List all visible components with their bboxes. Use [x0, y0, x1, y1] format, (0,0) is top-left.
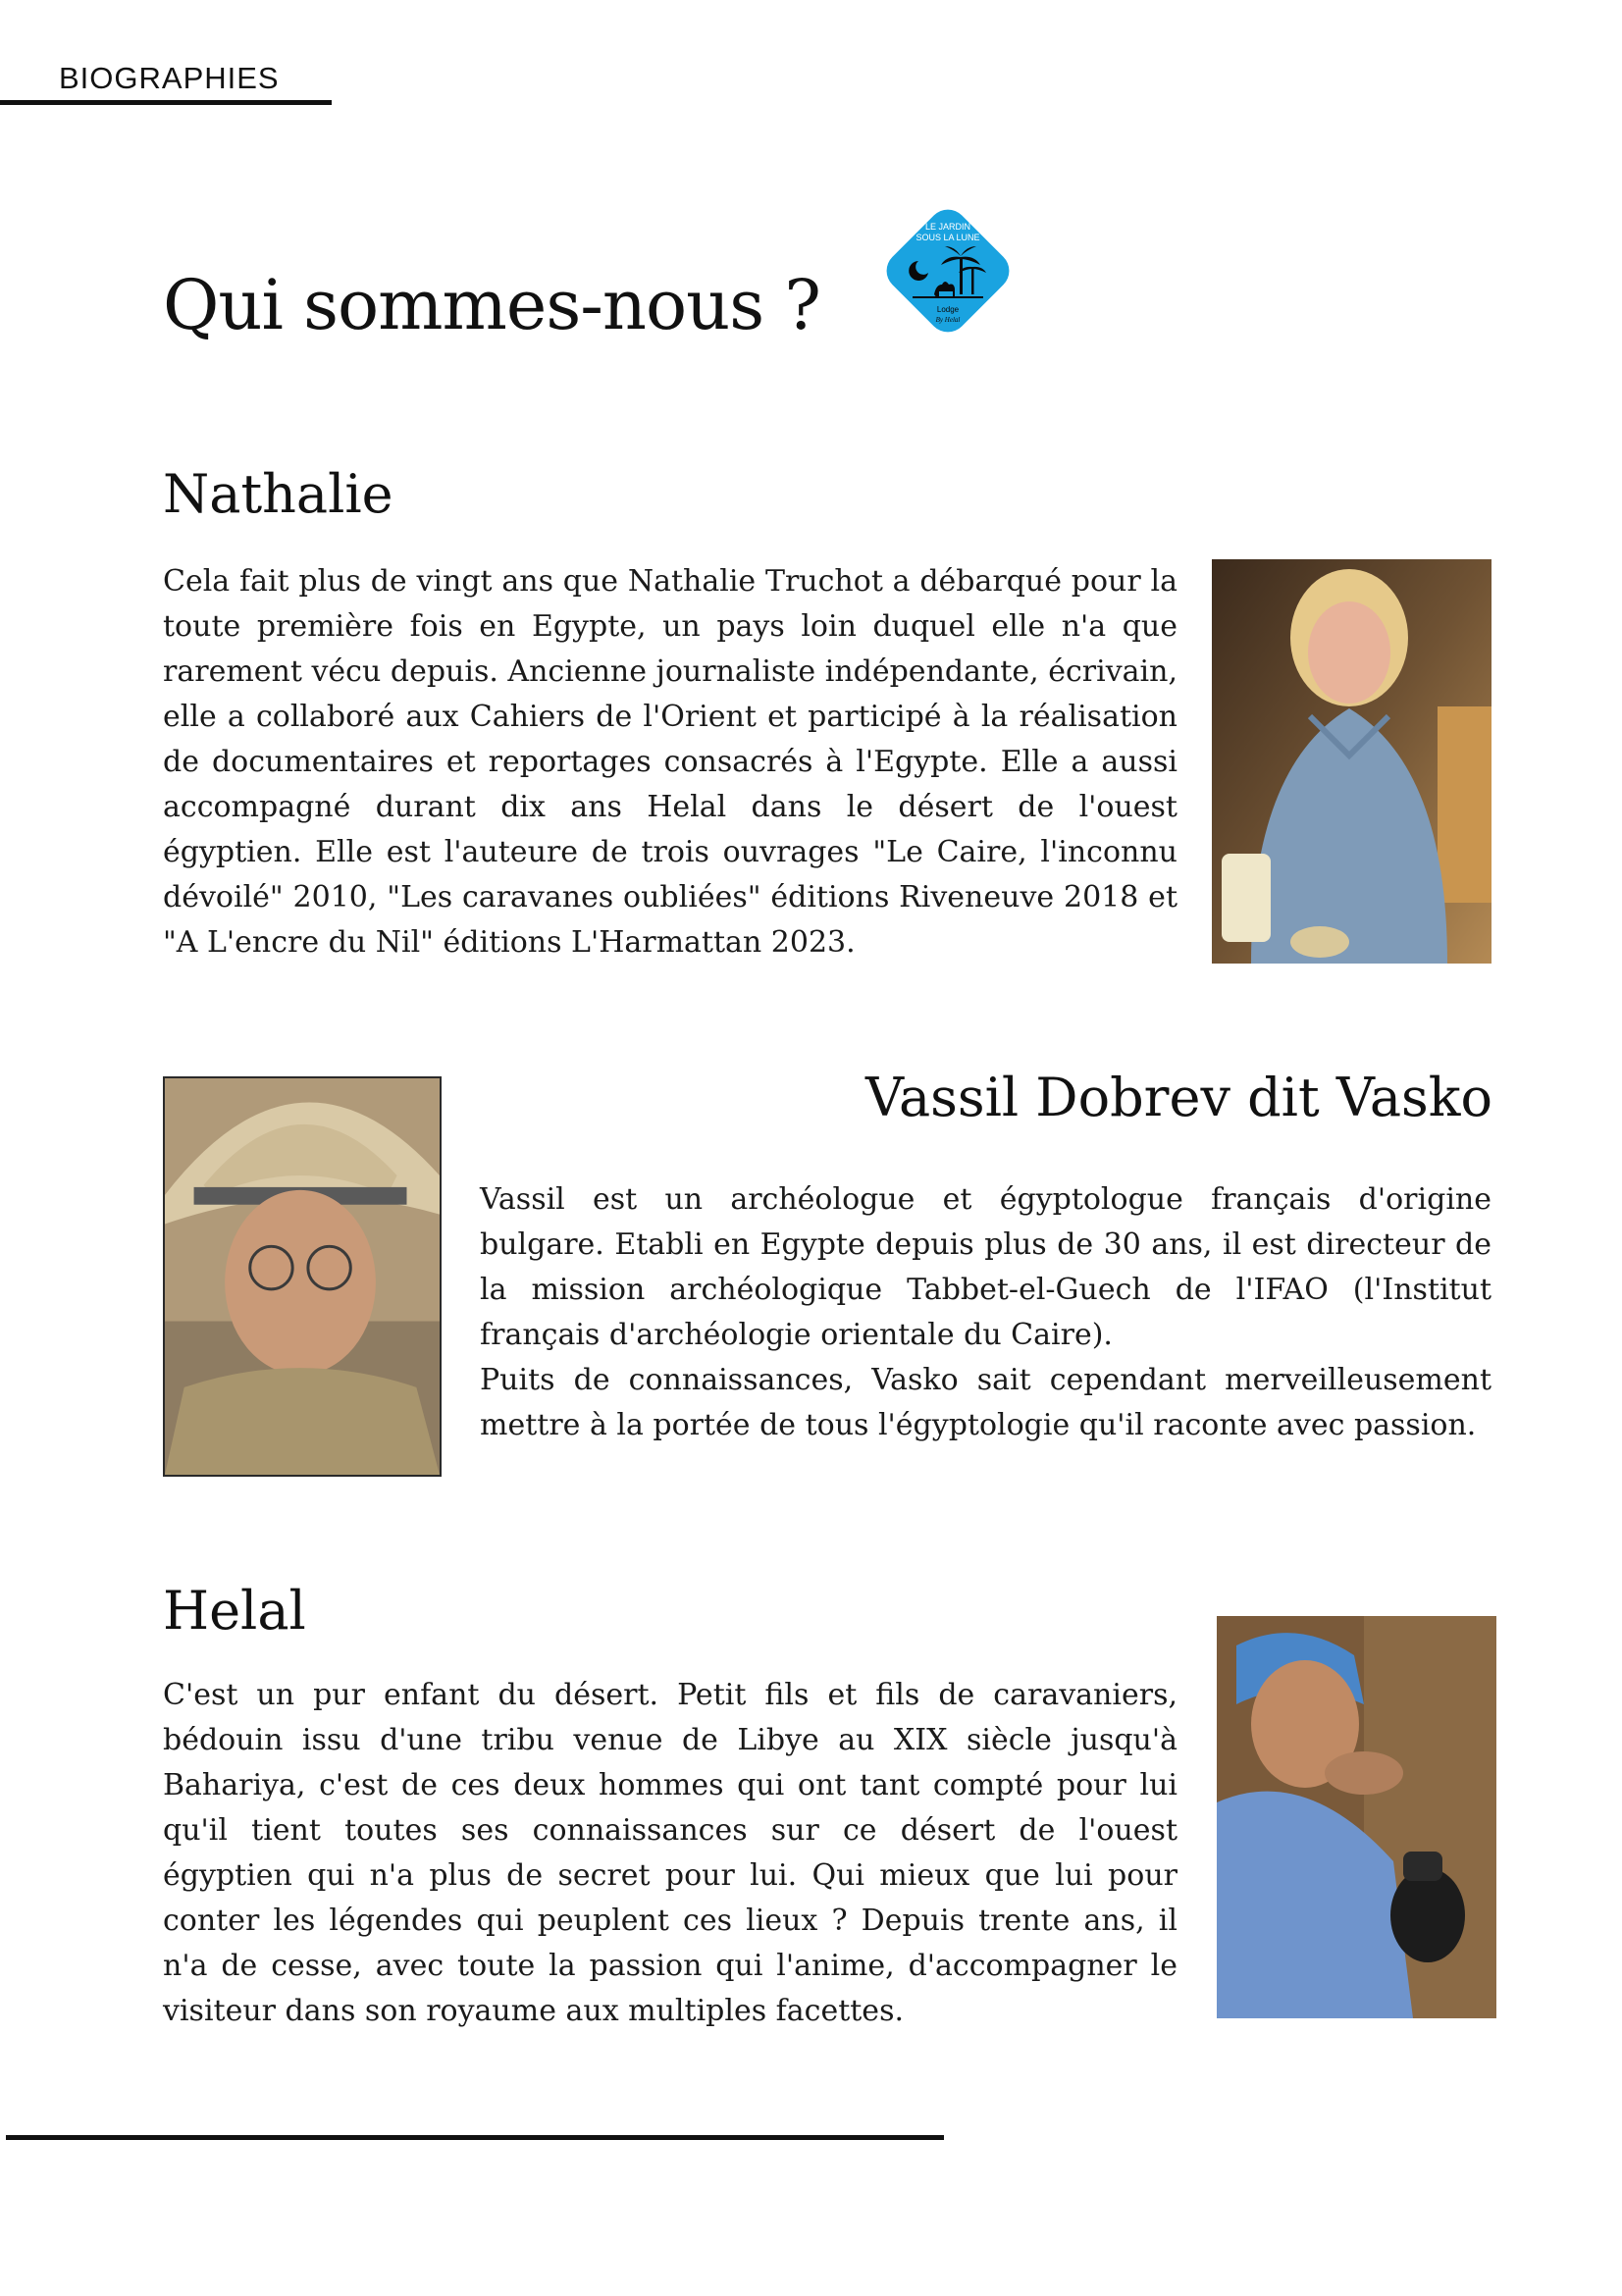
header-divider — [0, 100, 332, 105]
person-name-vasko: Vassil Dobrev dit Vasko — [864, 1067, 1492, 1128]
bio-vasko — [480, 1177, 1491, 1448]
logo-line2: SOUS LA LUNE — [916, 233, 980, 242]
bio-paragraph: Puits de connaissances, Vasko sait cependant merveilleusement mettre à la portée de tous l'égyptologie qu'il raconte avec passion. — [480, 1363, 1491, 1442]
logo-line3: Lodge — [936, 305, 960, 314]
portrait-helal-icon — [1217, 1616, 1496, 2018]
portrait-nathalie-icon — [1212, 559, 1491, 964]
page-title: Qui sommes-nous ? — [163, 265, 820, 345]
footer-divider — [6, 2135, 944, 2140]
bio-paragraph: Vassil est un archéologue et égyptologue français d'origine bulgare. Etabli en Egypte depuis plus de 30 ans, il est directeur de la mission archéologique Tabbet-el-Guech de l'IFAO (l'Institut français d'archéologie orientale du Caire). — [480, 1182, 1491, 1352]
photo-helal — [1217, 1616, 1496, 2018]
photo-vasko — [163, 1076, 442, 1477]
bio-helal — [163, 1673, 1177, 2034]
logo-badge-icon — [873, 196, 1022, 345]
section-label: BIOGRAPHIES — [59, 61, 280, 95]
logo-line1: LE JARDIN — [924, 222, 971, 232]
bio-nathalie — [163, 559, 1177, 965]
photo-nathalie — [1212, 559, 1491, 964]
bio-paragraph: C'est un pur enfant du désert. Petit fils et fils de caravaniers, bédouin issu d'une tribu venue de Libye au XIX siècle jusqu'à Bahariya, c'est de ces deux hommes qui ont tant compté pour lui qu'il tient toutes ses connaissances sur ce désert de l'ouest égyptien qui n'a plus de secret pour lui. Qui mieux que lui pour conter les légendes qui peuplent ces lieux ? Depuis trente ans, il n'a de cesse, avec toute la passion qui l'anime, d'accompagner le visiteur dans son royaume aux multiples facettes. — [163, 1678, 1177, 2028]
portrait-vasko-icon — [165, 1078, 440, 1475]
person-name-helal: Helal — [163, 1580, 306, 1642]
person-name-nathalie: Nathalie — [163, 463, 393, 525]
logo-line4: By Helal — [935, 316, 961, 324]
bio-paragraph: Cela fait plus de vingt ans que Nathalie Truchot a débarqué pour la toute première fois en Egypte, un pays loin duquel elle n'a que rarement vécu depuis. Ancienne journaliste indépendante, écrivain, elle a collaboré aux Cahiers de l'Orient et participé à la réalisation de documentaires et reportages consacrés à l'Egypte. Elle a aussi accompagné durant dix ans Helal dans le désert de l'ouest égyptien. Elle est l'auteure de trois ouvrages "Le Caire, l'inconnu dévoilé" 2010, "Les caravanes oubliées" éditions Riveneuve 2018 et "A L'encre du Nil" éditions L'Harmattan 2023. — [163, 564, 1177, 960]
logo — [873, 196, 1022, 345]
